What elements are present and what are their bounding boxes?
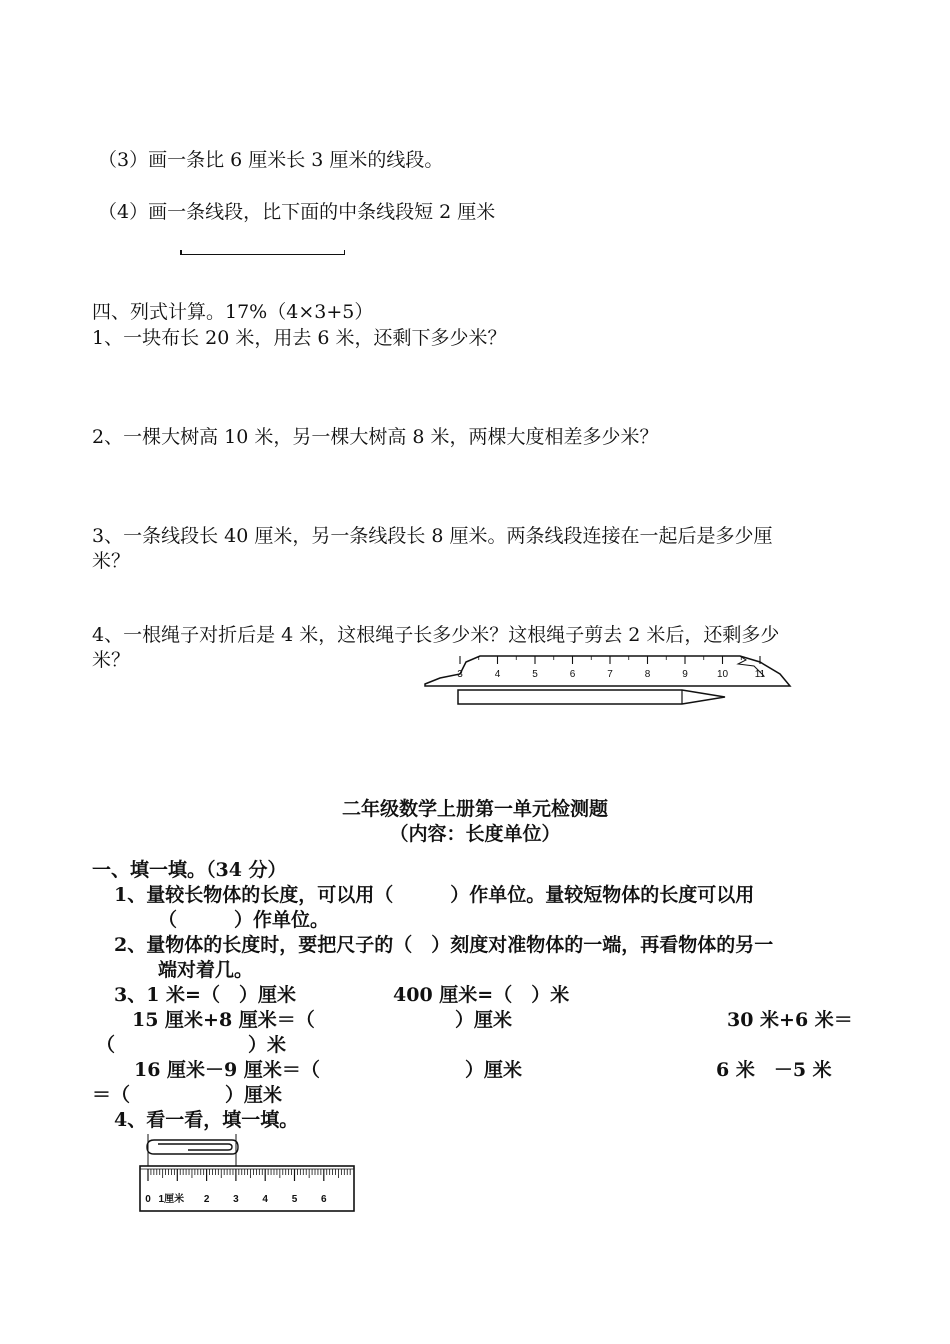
ruler-tick-label: 6 — [569, 669, 576, 680]
ruler-tick-label: 4 — [494, 669, 501, 680]
ruler-tick-label: 7 — [607, 669, 613, 680]
draw-task-3: （3）画一条比 6 厘米长 3 厘米的线段。 — [98, 149, 444, 171]
fill-3-a: 3、1 米=（ ）厘米 — [114, 984, 296, 1006]
question-4-line-2: 米？ — [92, 649, 131, 671]
fill-3-c-end: ）厘米 — [455, 1009, 513, 1031]
question-3-line-2: 米？ — [92, 550, 131, 572]
ruler-tick-label: 8 — [644, 669, 651, 680]
question-2: 2、一棵大树高 10 米，另一棵大树高 8 米，两棵大度相差多少米？ — [92, 426, 659, 448]
test-subtitle: （内容：长度单位） — [389, 823, 561, 845]
test-title: 二年级数学上册第一单元检测题 — [341, 798, 608, 820]
fill-3-d-line-2: （ ）米 — [96, 1034, 287, 1056]
fill-3-e: 16 厘米－9 厘米＝（ — [134, 1059, 320, 1081]
ruler-tick-label: 2 — [203, 1194, 210, 1205]
fill-2-line-2: 端对着几。 — [158, 959, 254, 981]
section-4-title: 四、列式计算。17%（4×3+5） — [92, 301, 374, 323]
question-3-line-1: 3、一条线段长 40 厘米，另一条线段长 8 厘米。两条线段连接在一起后是多少厘 — [92, 525, 773, 547]
ruler-tick-label: 4 — [262, 1194, 268, 1205]
ruler-tick-label: 5 — [532, 669, 538, 680]
ruler-tick-label: 3 — [457, 669, 463, 680]
ruler-tick-label: 0 — [145, 1194, 151, 1205]
fill-3-f: 6 米 －5 米 — [716, 1059, 832, 1081]
fill-3-f-line-2: ＝（ ）厘米 — [92, 1084, 283, 1106]
fill-4: 4、看一看，填一填。 — [114, 1109, 299, 1131]
pencil — [458, 690, 725, 704]
ruler-tick-label: 11 — [754, 669, 766, 680]
question-4-line-1: 4、一根绳子对折后是 4 米，这根绳子长多少米？这根绳子剪去 2 米后，还剩多少 — [92, 624, 780, 646]
question-1: 1、一块布长 20 米，用去 6 米，还剩下多少米？ — [92, 327, 507, 349]
fill-3-d: 30 米+6 米＝ — [727, 1009, 853, 1031]
paperclip — [147, 1140, 238, 1154]
fill-2-line-1: 2、量物体的长度时，要把尺子的（ ）刻度对准物体的一端，再看物体的另一 — [114, 934, 774, 956]
fill-1-line-2: （ ）作单位。 — [158, 909, 330, 931]
fill-3-b: 400 厘米=（ ）米 — [393, 984, 570, 1006]
fill-3-e-end: ）厘米 — [465, 1059, 523, 1081]
ruler-tick-label: 6 — [321, 1194, 327, 1205]
ruler-tick-label: 9 — [682, 669, 688, 680]
ruler-tick-label: 10 — [716, 669, 729, 680]
sample-line-segment — [180, 248, 345, 255]
ruler-paperclip-figure — [136, 1134, 361, 1214]
ruler-tick-label: 5 — [291, 1194, 298, 1205]
ruler-tick-label: 3 — [233, 1194, 239, 1205]
fill-1-line-1: 1、量较长物体的长度，可以用（ ）作单位。量较短物体的长度可以用 — [114, 884, 755, 906]
ruler-tick-label: 1厘米 — [158, 1194, 185, 1205]
broken-ruler-pencil-figure — [420, 650, 800, 710]
draw-task-4: （4）画一条线段，比下面的中条线段短 2 厘米 — [98, 201, 496, 223]
section-1-title: 一、填一填。（34 分） — [92, 859, 287, 881]
fill-3-c: 15 厘米+8 厘米＝（ — [132, 1009, 315, 1031]
